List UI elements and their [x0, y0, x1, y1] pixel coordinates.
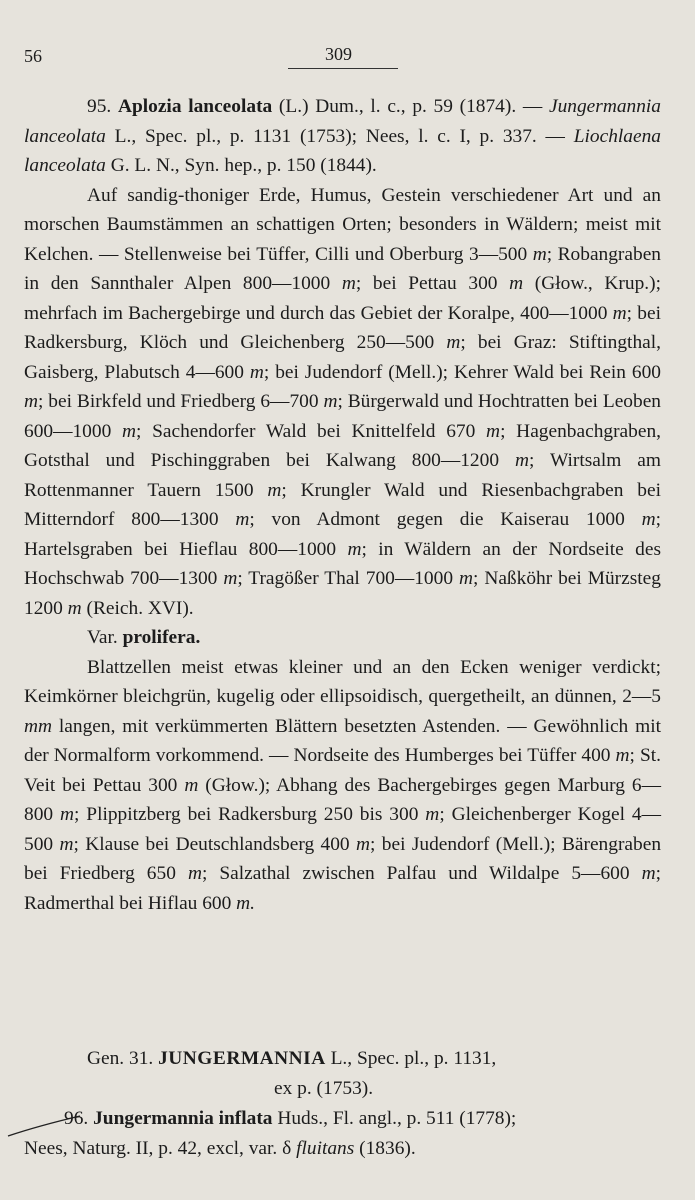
genus-name: JUNGERMANNIA — [158, 1048, 326, 1069]
genus-ref-year: ex p. (1753). — [274, 1077, 374, 1099]
species-ref: Huds., Fl. angl., p. 511 (1778); — [277, 1108, 517, 1129]
unit-text: m — [458, 568, 473, 589]
unit-text: m — [356, 833, 371, 855]
locality-text: ; bei Pettau 300 — [355, 273, 510, 294]
unit-text: m — [184, 774, 199, 796]
unit-text: m — [615, 745, 630, 766]
page-header — [0, 38, 695, 78]
entry-number: 95. — [87, 96, 112, 117]
variety-description — [24, 653, 661, 919]
unit-text: mm — [24, 715, 53, 737]
unit-text: m — [641, 509, 656, 530]
unit-text: m — [347, 538, 362, 560]
locality-text: (Głow., Krup.); mehrfach im Bachergebirge und durch das Gebiet der Koralpe, 400—1000 — [24, 273, 661, 324]
unit-text: m — [67, 597, 82, 619]
genus-ref: L., Spec. pl., p. 1131, — [330, 1048, 497, 1069]
margin-number: 56 — [24, 46, 42, 66]
locality-text: ; bei Graz: Stiftingthal, Gaisberg, Plabutsch 4—600 — [24, 332, 661, 383]
unit-text: m — [323, 391, 338, 412]
locality-text: ; Krungler Wald und Riesenbachgraben bei Mitterndorf 800—1300 — [24, 479, 662, 530]
unit-text: m — [122, 420, 137, 442]
locality-text: ; Wirtsalm am Rottenmanner Tauern 1500 — [24, 450, 661, 501]
locality-text: ; Klause bei Deutschlandsberg 400 — [73, 833, 357, 855]
genus-heading — [24, 1044, 661, 1103]
species-ref: Nees, Naturg. II, p. 42, excl, var. — [24, 1137, 283, 1159]
locality-text: ; Bürgerwald und Hochtratten bei Leoben 600—1000 — [24, 391, 661, 442]
locality-text: ; bei Radkersburg, Klöch und Gleichenberg 250—500 — [24, 302, 661, 353]
locality-text: langen, mit verkümmerten Blättern besetzten Astenden. — Gewöhnlich mit der Normalform vorkommend. — Nordseite des Humberges bei Tüffer 400 — [24, 715, 661, 766]
entry-96 — [24, 1104, 674, 1163]
unit-text: m — [59, 804, 74, 825]
entry-95-citation — [24, 92, 661, 181]
unit-text: m — [223, 568, 238, 589]
species-name: Jungermannia inflata — [93, 1108, 273, 1129]
unit-text: m — [641, 863, 656, 884]
variety-letter: δ — [282, 1137, 292, 1159]
unit-text: m — [267, 479, 282, 501]
unit-text: m — [249, 361, 264, 383]
variety-heading — [24, 623, 661, 653]
entry-95-localities — [24, 181, 661, 624]
species-name: Aplozia lanceolata — [117, 96, 273, 117]
variety-name: fluitans — [296, 1137, 355, 1159]
variety-name: prolifera. — [122, 627, 201, 648]
locality-text: ; Plippitzberg bei Radkersburg 250 bis 300 — [74, 804, 426, 825]
locality-text: ; Robangraben in den Sannthaler Alpen 800—1000 — [24, 243, 661, 294]
species-ref-year: (1836). — [359, 1137, 416, 1159]
unit-text: m — [341, 273, 356, 294]
unit-text: m — [235, 509, 250, 530]
unit-text: m — [612, 302, 627, 324]
locality-text: Blattzellen meist etwas kleiner und an den Ecken weniger verdickt; Keimkörner bleichgrün, kugelig oder ellipsoidisch, quergetheilt, an dünnen, 2—5 — [24, 656, 661, 707]
locality-text: ; Gleichenberger Kogel 4—500 — [24, 804, 662, 855]
unit-text: m — [59, 833, 74, 855]
text-body — [24, 92, 661, 918]
unit-text: m — [514, 450, 529, 471]
unit-text: m — [425, 804, 440, 825]
locality-text: ; Hartelsgraben bei Hieflau 800—1000 — [24, 509, 661, 560]
synonym-name: Liochlaena lanceolata — [24, 125, 661, 176]
page-number: 309 — [325, 44, 352, 64]
unit-text: m — [486, 420, 501, 442]
locality-text: ; bei Judendorf (Mell.); Kehrer Wald bei Rein 600 — [263, 361, 661, 383]
entry-number: 96. — [64, 1108, 89, 1129]
synonym-name: Jungermannia lanceolata — [24, 96, 661, 147]
locality-text: Auf sandig-thoniger Erde, Humus, Gestein verschiedener Art und an morschen Baumstämmen an schattigen Orten; besonders in Wäldern; meist mit Kelchen. — Stellenweise bei Tüffer, Cilli und Oberburg 3—500 — [24, 184, 661, 265]
locality-text: ; Tragößer Thal 700—1000 — [237, 568, 459, 589]
genus-prefix: Gen. 31. — [87, 1048, 154, 1069]
unit-text: m — [446, 332, 461, 353]
variety-prefix: Var. — [87, 627, 118, 648]
unit-text: m — [509, 273, 524, 294]
unit-text: m — [24, 391, 39, 412]
locality-text: ; Sachendorfer Wald bei Knittelfeld 670 — [136, 420, 487, 442]
locality-text: ; Salzathal zwischen Palfau und Wildalpe 5—600 — [201, 863, 642, 884]
locality-text: ; Radmerthal bei Hiflau 600 — [24, 863, 661, 914]
locality-text: ; bei Judendorf (Mell.); Bärengraben bei Friedberg 650 — [24, 833, 662, 884]
locality-text: ; in Wäldern an der Nordseite des Hochschwab 700—1300 — [24, 538, 662, 589]
unit-text: m — [532, 243, 547, 265]
locality-text: ; von Admont gegen die Kaiserau 1000 — [249, 509, 642, 530]
locality-text: ; Naßköhr bei Mürzsteg 1200 — [24, 568, 661, 619]
locality-text: ; Hagenbachgraben, Gotsthal und Pischinggraben bei Kalwang 800—1200 — [24, 420, 661, 471]
locality-text: (Reich. XVI). — [81, 597, 194, 619]
locality-text: ; bei Birkfeld und Friedberg 6—700 — [38, 391, 324, 412]
locality-text: ; St. Veit bei Pettau 300 — [24, 745, 661, 796]
synonym-ref: L., Spec. pl., p. 1131 (1753); Nees, l. c. I, p. 337. — — [114, 125, 565, 147]
synonym-ref: G. L. N., Syn. hep., p. 150 (1844). — [110, 155, 377, 176]
locality-text: (Głow.); Abhang des Bachergebirges gegen Marburg 6—800 — [24, 774, 661, 825]
unit-text: m. — [236, 892, 256, 914]
unit-text: m — [187, 863, 202, 884]
header-rule — [288, 68, 398, 69]
author-citation: (L.) Dum., l. c., p. 59 (1874). — — [278, 96, 543, 117]
